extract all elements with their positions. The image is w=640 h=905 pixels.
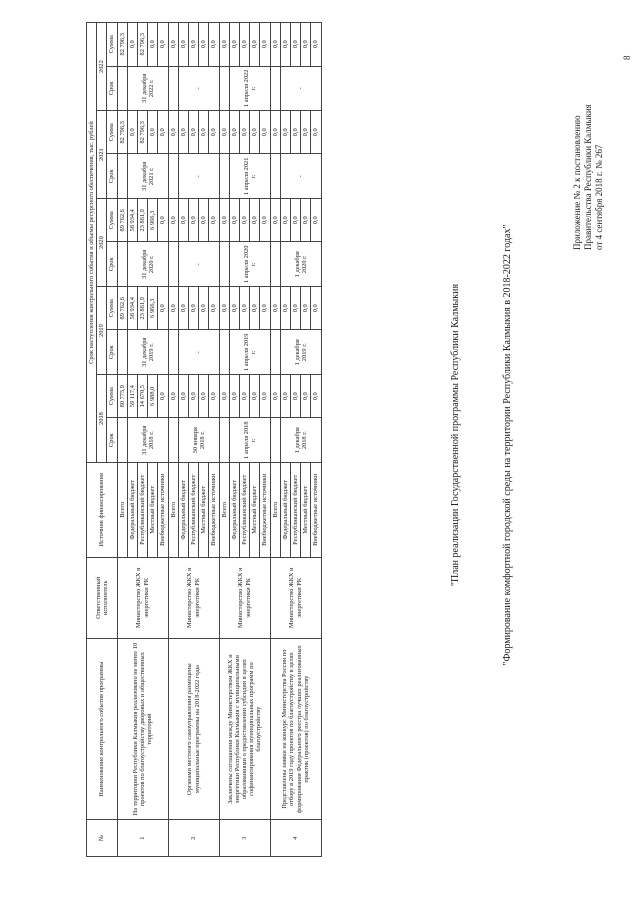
amount-cell: 0,0 <box>219 111 229 154</box>
deadline-cell-empty <box>168 418 178 463</box>
deadline-cell-empty <box>117 66 127 111</box>
event-name: Заключены соглашения между Министерством ЖКХ и энергетики Республики Калмыкия с муниципальными образованиями о предоставлении субсидии в целях софинансирования муниципальных программ по благоустройству <box>219 639 270 820</box>
deadline-cell-empty <box>219 66 229 111</box>
page-number: 8 <box>622 55 632 60</box>
amount-cell: 82 796,3 <box>138 23 148 67</box>
deadline-cell-empty <box>168 330 178 375</box>
deadline-cell-empty <box>117 154 127 199</box>
funding-source: Местный бюджет <box>199 463 209 558</box>
appendix-line-2: Правительства Республики Калмыкия <box>583 104 593 250</box>
amount-cell: 0,0 <box>199 23 209 67</box>
deadline-cell-empty <box>117 418 127 463</box>
amount-cell: 0,0 <box>199 199 209 242</box>
amount-cell: 0,0 <box>311 111 321 154</box>
funding-source: Федеральный бюджет <box>229 463 239 558</box>
amount-cell: 0,0 <box>189 111 199 154</box>
deadline-group-header: Срок наступления контрольного события и объемы ресурсного обеспечения, тыс. рублей <box>87 23 97 463</box>
funding-source: Внебюджетные источники <box>260 463 270 558</box>
deadline-cell: 1 декабря 2019 г. <box>280 330 321 375</box>
responsible-executor: Министерство ЖКХ и энергетики РК <box>117 557 168 638</box>
amount-cell: 0,0 <box>280 199 290 242</box>
amount-cell: 0,0 <box>148 23 158 67</box>
deadline-cell-empty <box>219 330 229 375</box>
amount-cell: 0,0 <box>178 199 188 242</box>
amount-cell: 0,0 <box>311 199 321 242</box>
row-number: 2 <box>168 820 219 857</box>
deadline-cell: 31 декабря 2018 г. <box>127 418 168 463</box>
amount-cell: 6 966,3 <box>148 199 158 242</box>
document-subtitle: "Формирование комфортной городской среды на территории Республики Калмыкия в 2018-2022 годах" <box>502 224 513 666</box>
amount-cell: 0,0 <box>270 375 280 418</box>
year-header: 2018 <box>97 375 107 463</box>
deadline-cell-empty <box>270 330 280 375</box>
deadline-cell-empty <box>168 66 178 111</box>
amount-cell: 0,0 <box>209 375 219 418</box>
funding-source: Местный бюджет <box>148 463 158 558</box>
amount-cell: 0,0 <box>199 111 209 154</box>
event-name: Представлены заявки на конкурс Министерства России по отбору в 2019 году проектов по благоустройству в целях формирования Федерального реестра лучших реализованных практик (проектов) по благоустройству <box>270 639 321 820</box>
deadline-cell: 31 декабря 2020 г. <box>127 242 168 287</box>
amount-cell: 0,0 <box>158 111 168 154</box>
funding-source: Республиканский бюджет <box>138 463 148 558</box>
funding-source: Всего <box>219 463 229 558</box>
amount-cell: 0,0 <box>291 199 301 242</box>
deadline-cell: 1 апреля 2019 г. <box>229 330 270 375</box>
amount-cell: 0,0 <box>280 23 290 67</box>
amount-cell: 0,0 <box>178 23 188 67</box>
funding-source: Всего <box>168 463 178 558</box>
amount-cell: 82 796,3 <box>138 111 148 154</box>
amount-cell: 0,0 <box>260 111 270 154</box>
amount-cell: 0,0 <box>158 375 168 418</box>
amount-cell: 82 796,3 <box>117 23 127 67</box>
summa-header: Сумма <box>107 375 117 418</box>
amount-cell: 0,0 <box>240 199 250 242</box>
row-number: 4 <box>270 820 321 857</box>
amount-cell: 0,0 <box>280 111 290 154</box>
amount-cell: 0,0 <box>291 375 301 418</box>
funding-source: Внебюджетные источники <box>311 463 321 558</box>
appendix-line-1: Приложение № 2 к постановлению <box>572 115 582 250</box>
table-row <box>270 23 280 857</box>
header-row <box>87 23 97 857</box>
deadline-cell-empty <box>270 418 280 463</box>
amount-cell: 0,0 <box>280 375 290 418</box>
amount-cell: 0,0 <box>178 375 188 418</box>
amount-cell: 0,0 <box>219 287 229 330</box>
amount-cell: 0,0 <box>240 287 250 330</box>
srok-header: Срок <box>107 242 117 287</box>
amount-cell: 0,0 <box>148 111 158 154</box>
amount-cell: 14 670,5 <box>138 375 148 418</box>
srok-header: Срок <box>107 418 117 463</box>
amount-cell: 0,0 <box>229 287 239 330</box>
amount-cell: 0,0 <box>229 199 239 242</box>
summa-header: Сумма <box>107 111 117 154</box>
amount-cell: 0,0 <box>158 199 168 242</box>
amount-cell: 0,0 <box>199 287 209 330</box>
col-source-header: Источник финансирования <box>87 463 118 558</box>
deadline-cell-empty <box>117 242 127 287</box>
deadline-cell: 31 декабря 2022 г. <box>127 66 168 111</box>
deadline-cell: 1 декабря 2018 г. <box>280 418 321 463</box>
amount-cell: 0,0 <box>189 287 199 330</box>
amount-cell: 0,0 <box>301 287 311 330</box>
amount-cell: 0,0 <box>301 199 311 242</box>
srok-header: Срок <box>107 66 117 111</box>
plan-table <box>86 22 322 857</box>
amount-cell: 0,0 <box>199 375 209 418</box>
amount-cell: 0,0 <box>189 375 199 418</box>
funding-source: Федеральный бюджет <box>178 463 188 558</box>
funding-source: Внебюджетные источники <box>158 463 168 558</box>
funding-source: Республиканский бюджет <box>291 463 301 558</box>
responsible-executor: Министерство ЖКХ и энергетики РК <box>168 557 219 638</box>
amount-cell: 0,0 <box>270 287 280 330</box>
deadline-cell: 1 апреля 2020 г. <box>229 242 270 287</box>
deadline-cell-empty <box>219 154 229 199</box>
amount-cell: 0,0 <box>250 375 260 418</box>
amount-cell: 0,0 <box>178 111 188 154</box>
funding-source: Внебюджетные источники <box>209 463 219 558</box>
deadline-cell: - <box>178 66 219 111</box>
col-num-header: № <box>87 820 118 857</box>
responsible-executor: Министерство ЖКХ и энергетики РК <box>219 557 270 638</box>
year-header: 2019 <box>97 287 107 375</box>
amount-cell: 0,0 <box>311 375 321 418</box>
amount-cell: 0,0 <box>240 23 250 67</box>
amount-cell: 0,0 <box>219 375 229 418</box>
amount-cell: 0,0 <box>189 199 199 242</box>
responsible-executor: Министерство ЖКХ и энергетики РК <box>270 557 321 638</box>
deadline-cell-empty <box>219 418 229 463</box>
summa-header: Сумма <box>107 287 117 330</box>
srok-header: Срок <box>107 154 117 199</box>
deadline-cell-empty <box>168 154 178 199</box>
amount-cell: 0,0 <box>260 199 270 242</box>
table-row <box>168 23 178 857</box>
amount-cell: 0,0 <box>291 23 301 67</box>
funding-source: Местный бюджет <box>250 463 260 558</box>
amount-cell: 58 934,4 <box>127 199 137 242</box>
amount-cell: 59 117,4 <box>127 375 137 418</box>
amount-cell: 0,0 <box>229 23 239 67</box>
appendix-note <box>572 20 605 250</box>
funding-source: Всего <box>270 463 280 558</box>
appendix-line-3: от 4 сентября 2018 г. № 267 <box>594 144 604 250</box>
amount-cell: 0,0 <box>178 287 188 330</box>
deadline-cell-empty <box>270 154 280 199</box>
amount-cell: 0,0 <box>189 23 199 67</box>
table-row <box>219 23 229 857</box>
amount-cell: 0,0 <box>127 23 137 67</box>
amount-cell: 0,0 <box>301 23 311 67</box>
funding-source: Республиканский бюджет <box>189 463 199 558</box>
deadline-cell: - <box>280 66 321 111</box>
amount-cell: 0,0 <box>250 23 260 67</box>
amount-cell: 0,0 <box>168 111 178 154</box>
deadline-cell: - <box>178 242 219 287</box>
amount-cell: 0,0 <box>250 111 260 154</box>
deadline-cell: - <box>178 330 219 375</box>
amount-cell: 0,0 <box>260 375 270 418</box>
amount-cell: 0,0 <box>280 287 290 330</box>
amount-cell: 0,0 <box>229 375 239 418</box>
amount-cell: 0,0 <box>209 111 219 154</box>
funding-source: Местный бюджет <box>301 463 311 558</box>
row-number: 3 <box>219 820 270 857</box>
funding-source: Федеральный бюджет <box>280 463 290 558</box>
amount-cell: 0,0 <box>270 23 280 67</box>
funding-source: Федеральный бюджет <box>127 463 137 558</box>
year-header: 2021 <box>97 111 107 199</box>
amount-cell: 0,0 <box>291 287 301 330</box>
year-header: 2022 <box>97 23 107 111</box>
amount-cell: 0,0 <box>260 23 270 67</box>
amount-cell: 0,0 <box>250 199 260 242</box>
amount-cell: 89 762,6 <box>117 199 127 242</box>
amount-cell: 6 988,0 <box>148 375 158 418</box>
amount-cell: 0,0 <box>311 287 321 330</box>
amount-cell: 0,0 <box>270 111 280 154</box>
amount-cell: 0,0 <box>250 287 260 330</box>
amount-cell: 0,0 <box>229 111 239 154</box>
deadline-cell: 1 апреля 2022 г. <box>229 66 270 111</box>
amount-cell: 0,0 <box>168 287 178 330</box>
deadline-cell-empty <box>219 242 229 287</box>
col-event-header: Наименование контрольного события программы <box>87 639 118 820</box>
deadline-cell: 30 января 2018 г. <box>178 418 219 463</box>
amount-cell: 0,0 <box>219 23 229 67</box>
event-name: Органами местного самоуправления размещены муниципальные программы на 2018-2022 годы <box>168 639 219 820</box>
amount-cell: 0,0 <box>260 287 270 330</box>
amount-cell: 23 861,9 <box>138 287 148 330</box>
amount-cell: 0,0 <box>158 287 168 330</box>
deadline-cell-empty <box>168 242 178 287</box>
amount-cell: 58 934,4 <box>127 287 137 330</box>
deadline-cell: 1 апреля 2018 г. <box>229 418 270 463</box>
deadline-cell: 31 декабря 2021 г. <box>127 154 168 199</box>
summa-header: Сумма <box>107 199 117 242</box>
amount-cell: 0,0 <box>168 23 178 67</box>
amount-cell: 0,0 <box>240 111 250 154</box>
amount-cell: 80 775,9 <box>117 375 127 418</box>
amount-cell: 0,0 <box>209 199 219 242</box>
deadline-cell-empty <box>270 66 280 111</box>
amount-cell: 23 861,9 <box>138 199 148 242</box>
year-header: 2020 <box>97 199 107 287</box>
amount-cell: 0,0 <box>301 111 311 154</box>
deadline-cell-empty <box>117 330 127 375</box>
amount-cell: 6 966,3 <box>148 287 158 330</box>
amount-cell: 0,0 <box>209 23 219 67</box>
amount-cell: 0,0 <box>270 199 280 242</box>
row-number: 1 <box>117 820 168 857</box>
amount-cell: 0,0 <box>168 375 178 418</box>
funding-source: Республиканский бюджет <box>240 463 250 558</box>
amount-cell: 0,0 <box>127 111 137 154</box>
summa-header: Сумма <box>107 23 117 67</box>
funding-source: Всего <box>117 463 127 558</box>
deadline-cell: 1 апреля 2021 г. <box>229 154 270 199</box>
amount-cell: 0,0 <box>311 23 321 67</box>
amount-cell: 0,0 <box>209 287 219 330</box>
amount-cell: 82 796,3 <box>117 111 127 154</box>
amount-cell: 0,0 <box>301 375 311 418</box>
deadline-cell: 1 декабря 2020 г. <box>280 242 321 287</box>
amount-cell: 0,0 <box>219 199 229 242</box>
table-row <box>117 23 127 857</box>
deadline-cell: - <box>280 154 321 199</box>
deadline-cell-empty <box>270 242 280 287</box>
amount-cell: 0,0 <box>158 23 168 67</box>
event-name: На территории Республики Калмыкия реализовано не менее 10 проектов по благоустройству дворовых и общественных территорий <box>117 639 168 820</box>
amount-cell: 0,0 <box>168 199 178 242</box>
amount-cell: 89 762,6 <box>117 287 127 330</box>
srok-header: Срок <box>107 330 117 375</box>
col-exec-header: Ответственный исполнитель <box>87 557 118 638</box>
amount-cell: 0,0 <box>240 375 250 418</box>
deadline-cell: - <box>178 154 219 199</box>
document-title: "План реализации Государственной программы Республики Калмыкия <box>450 283 461 587</box>
amount-cell: 0,0 <box>291 111 301 154</box>
deadline-cell: 31 декабря 2019 г. <box>127 330 168 375</box>
